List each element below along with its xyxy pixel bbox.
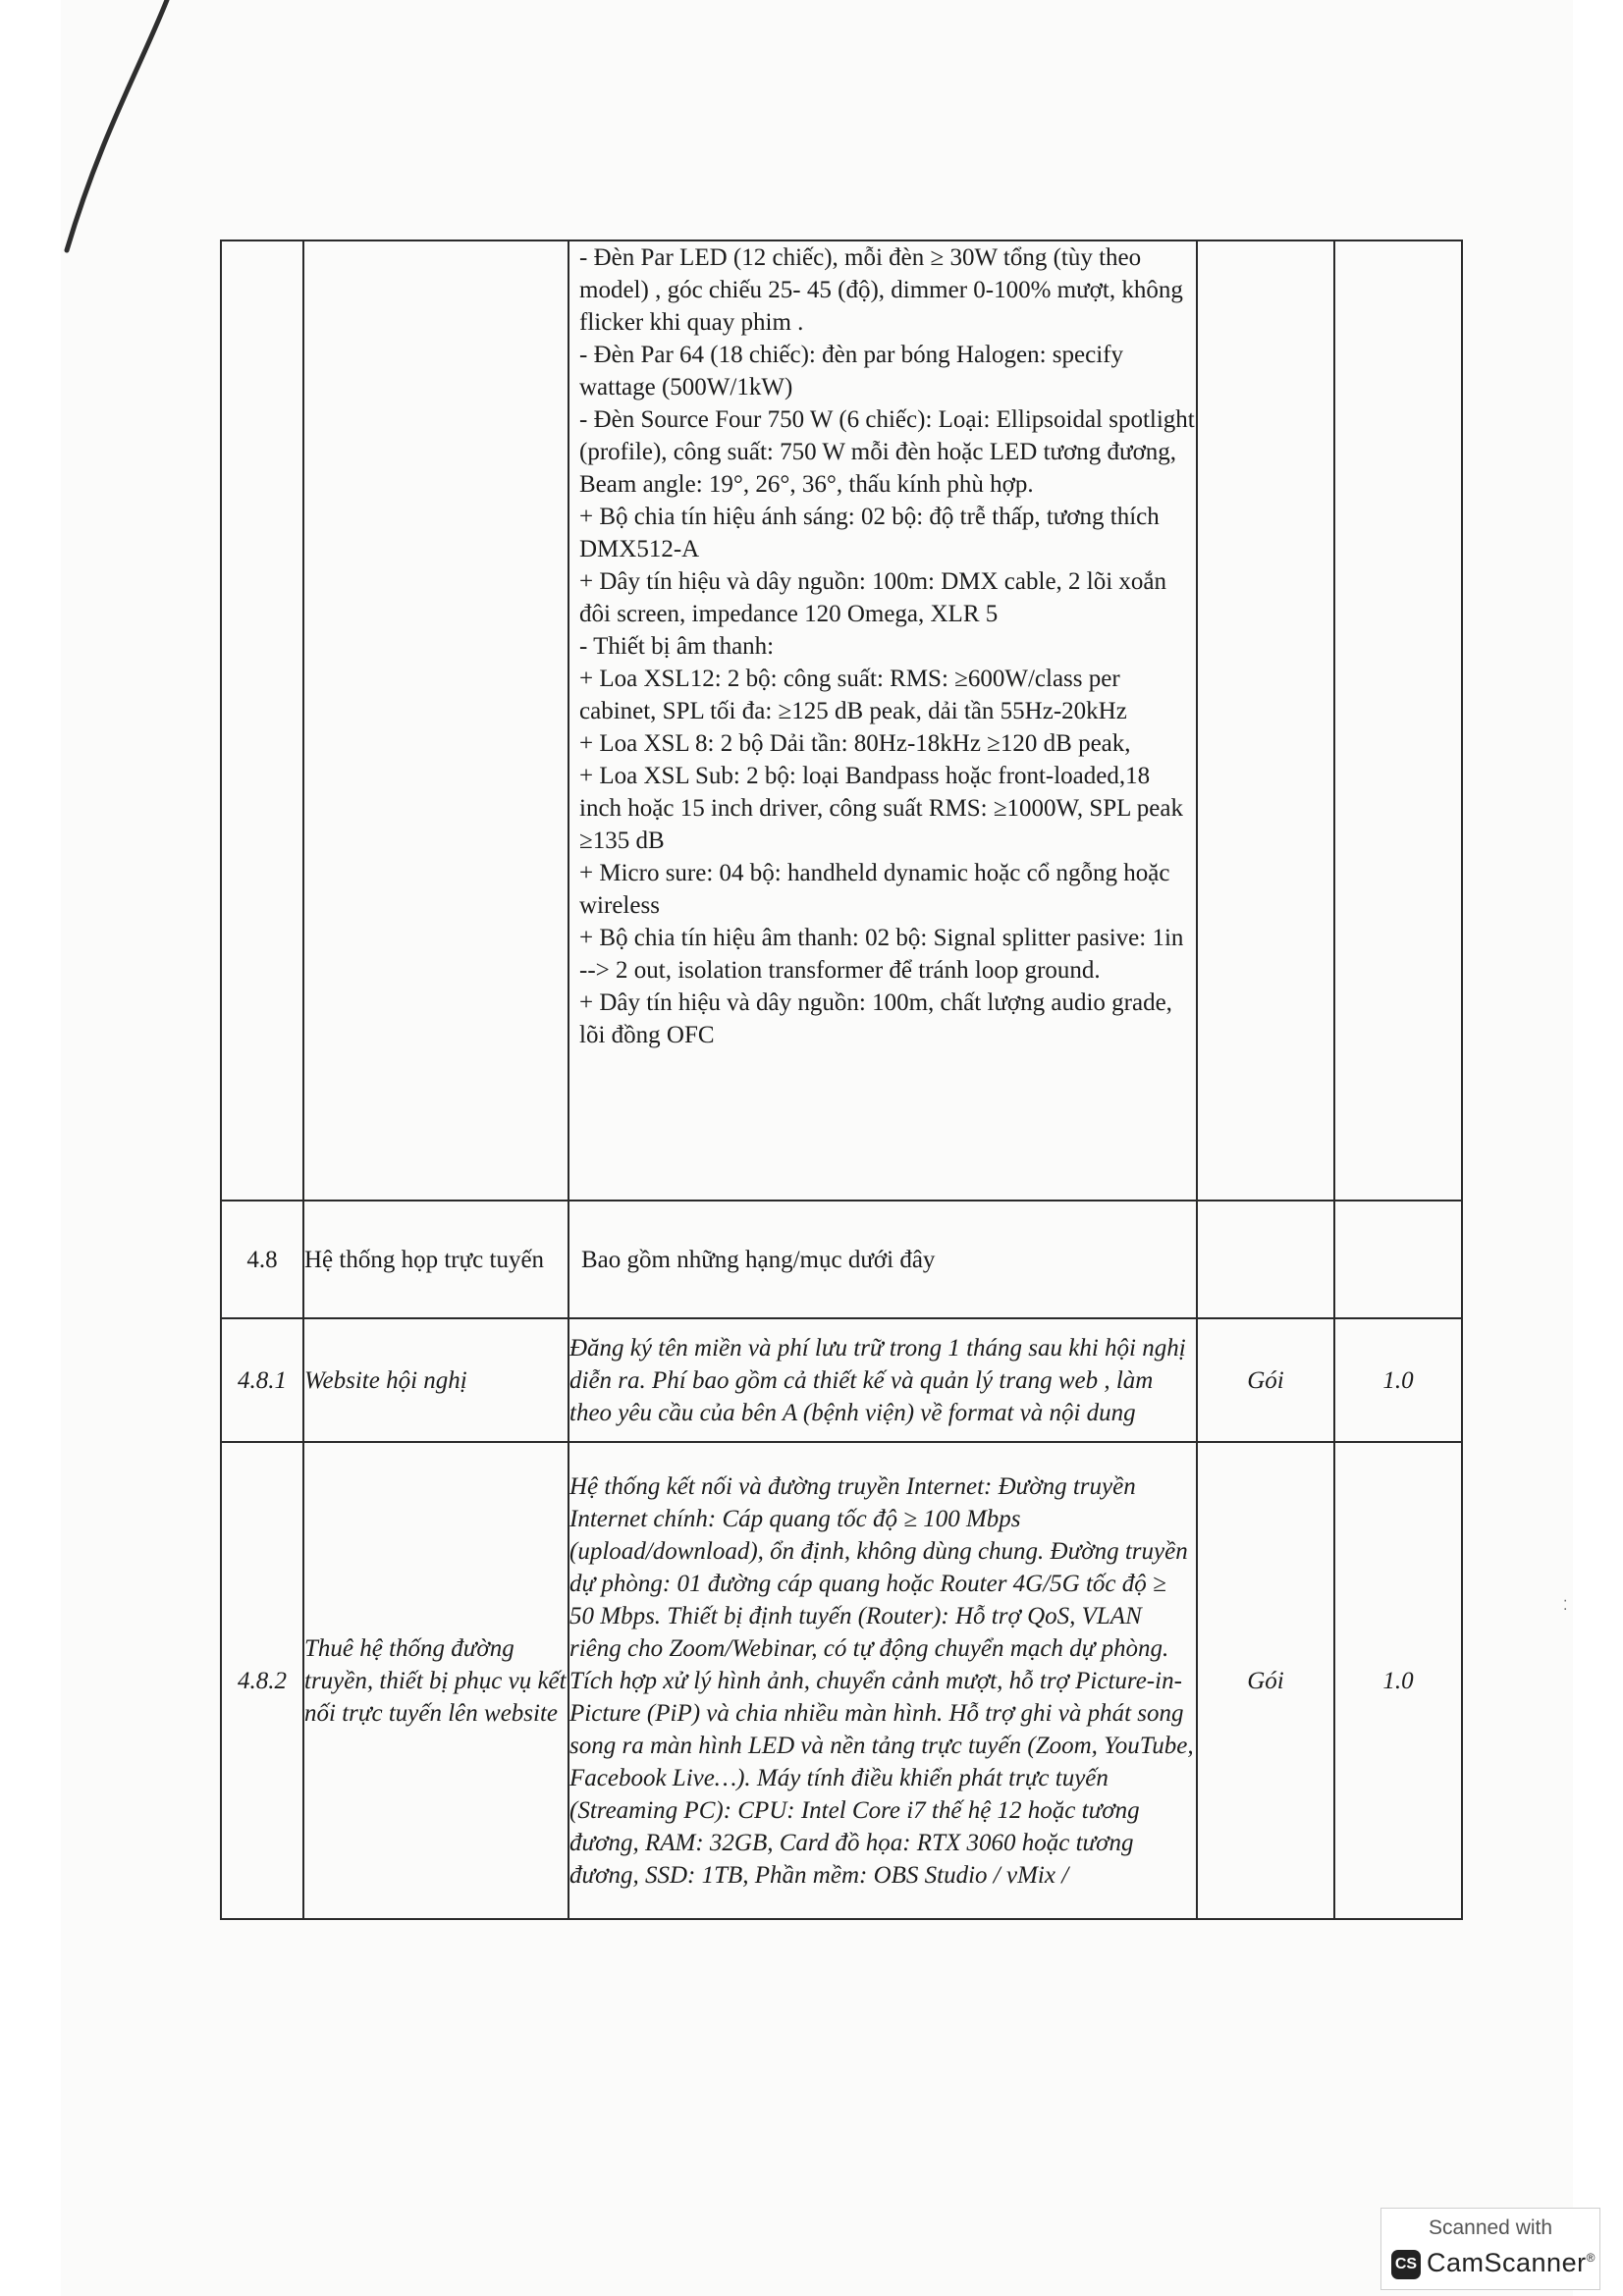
- cell-description: Đăng ký tên miền và phí lưu trữ trong 1 tháng sau khi hội nghị diễn ra. Phí bao gồm cả thiết kế và quản lý trang web , làm theo yêu cầu của bên A (bệnh viện) về format và nội dung: [568, 1318, 1197, 1442]
- desc-line: + Dây tín hiệu và dây nguồn: 100m: DMX cable, 2 lõi xoắn đôi screen, impedance 120 Omega, XLR 5: [579, 568, 1167, 627]
- cell-name: Hệ thống họp trực tuyến: [303, 1201, 568, 1318]
- watermark-caption: Scanned with: [1428, 2216, 1553, 2239]
- cell-unit: [1197, 1201, 1334, 1318]
- spec-table: [220, 240, 1463, 1920]
- cell-qty: [1334, 240, 1462, 1201]
- camscanner-watermark: [1380, 2208, 1600, 2290]
- cell-num: [221, 240, 303, 1201]
- desc-line: - Đèn Par LED (12 chiếc), mỗi đèn ≥ 30W tổng (tùy theo model) , góc chiếu 25- 45 (độ), dimmer 0-100% mượt, không flicker khi quay phim .: [579, 244, 1183, 336]
- cell-qty: [1334, 1201, 1462, 1318]
- cell-unit: Gói: [1197, 1442, 1334, 1919]
- cell-description: [568, 240, 1197, 1201]
- cell-description: Bao gồm những hạng/mục dưới đây: [568, 1201, 1197, 1318]
- cell-unit: [1197, 240, 1334, 1201]
- margin-dot-mark: ⁚: [1563, 1599, 1568, 1614]
- desc-line: + Bộ chia tín hiệu âm thanh: 02 bộ: Signal splitter pasive: 1in --> 2 out, isolation transformer để tránh loop ground.: [579, 925, 1184, 984]
- table-row-continuation: [221, 240, 1462, 1201]
- cell-name: [303, 240, 568, 1201]
- cell-num: 4.8: [221, 1201, 303, 1318]
- desc-line: + Bộ chia tín hiệu ánh sáng: 02 bộ: độ trễ thấp, tương thích DMX512-A: [579, 504, 1160, 562]
- desc-line: - Đèn Source Four 750 W (6 chiếc): Loại: Ellipsoidal spotlight (profile), công suất: 750 W mỗi đèn hoặc LED tương đương, Beam angle: 19°, 26°, 36°, thấu kính phù hợp.: [579, 406, 1195, 498]
- table-row-4-8-2: [221, 1442, 1462, 1919]
- cell-unit: Gói: [1197, 1318, 1334, 1442]
- cell-num: 4.8.1: [221, 1318, 303, 1442]
- desc-line: + Dây tín hiệu và dây nguồn: 100m, chất lượng audio grade, lõi đồng OFC: [579, 989, 1172, 1048]
- desc-line: - Thiết bị âm thanh:: [579, 633, 775, 660]
- watermark-brand: CamScanner®: [1427, 2248, 1596, 2277]
- camscanner-logo-icon: CS: [1391, 2250, 1421, 2279]
- cell-name: Website hội nghị: [303, 1318, 568, 1442]
- cell-num: 4.8.2: [221, 1442, 303, 1919]
- cell-qty: 1.0: [1334, 1318, 1462, 1442]
- desc-line: + Loa XSL 8: 2 bộ Dải tần: 80Hz-18kHz ≥120 dB peak,: [579, 730, 1131, 757]
- table-row-4-8-1: [221, 1318, 1462, 1442]
- desc-line: + Loa XSL12: 2 bộ: công suất: RMS: ≥600W/class per cabinet, SPL tối đa: ≥125 dB peak, dải tần 55Hz-20kHz: [579, 666, 1127, 724]
- desc-line: + Micro sure: 04 bộ: handheld dynamic hoặc cổ ngỗng hoặc wireless: [579, 860, 1170, 919]
- cell-name: Thuê hệ thống đường truyền, thiết bị phục vụ kết nối trực tuyến lên website: [303, 1442, 568, 1919]
- scan-edge-stroke: [61, 0, 208, 294]
- table-row-4-8: [221, 1201, 1462, 1318]
- cell-description: Hệ thống kết nối và đường truyền Internet: Đường truyền Internet chính: Cáp quang tốc độ ≥ 100 Mbps (upload/download), ổn định, không dùng chung. Đường truyền dự phòng: 01 đường cáp quang hoặc Router 4G/5G tốc độ ≥ 50 Mbps. Thiết bị định tuyến (Router): Hỗ trợ QoS, VLAN riêng cho Zoom/Webinar, có tự động chuyển mạch dự phòng. Tích hợp xử lý hình ảnh, chuyển cảnh mượt, hỗ trợ Picture-in-Picture (PiP) và chia nhiều màn hình. Hỗ trợ ghi và phát song song ra màn hình LED và nền tảng trực tuyến (Zoom, YouTube, Facebook Live…). Máy tính điều khiển phát trực tuyến (Streaming PC): CPU: Intel Core i7 thế hệ 12 hoặc tương đương, RAM: 32GB, Card đồ họa: RTX 3060 hoặc tương đương, SSD: 1TB, Phần mềm: OBS Studio / vMix /: [568, 1442, 1197, 1919]
- cell-qty: 1.0: [1334, 1442, 1462, 1919]
- desc-line: + Loa XSL Sub: 2 bộ: loại Bandpass hoặc front-loaded,18 inch hoặc 15 inch driver, công suất RMS: ≥1000W, SPL peak ≥135 dB: [579, 763, 1183, 854]
- desc-line: - Đèn Par 64 (18 chiếc): đèn par bóng Halogen: specify wattage (500W/1kW): [579, 342, 1123, 400]
